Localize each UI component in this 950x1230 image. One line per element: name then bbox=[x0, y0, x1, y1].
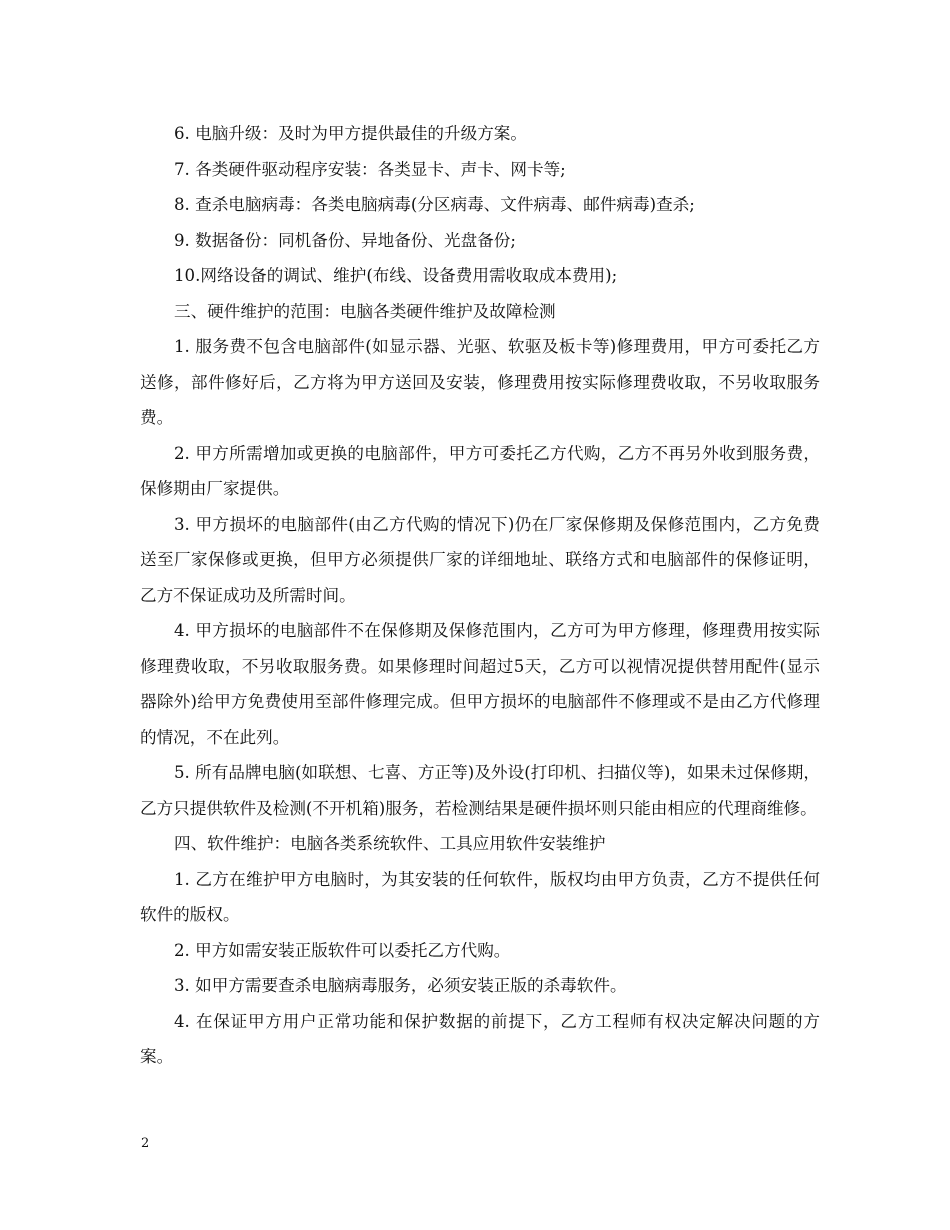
list-item: 9. 数据备份：同机备份、异地备份、光盘备份; bbox=[174, 230, 516, 250]
list-item: 7. 各类硬件驱动程序安装：各类显卡、声卡、网卡等; bbox=[174, 159, 566, 179]
section-heading-software: 四、软件维护：电脑各类系统软件、工具应用软件安装维护 bbox=[174, 834, 606, 853]
section-heading-hardware: 三、硬件维护的范围：电脑各类硬件维护及故障检测 bbox=[174, 301, 556, 321]
list-item: 3. 如甲方需要查杀电脑病毒服务，必须安装正版的杀毒软件。 bbox=[174, 976, 627, 995]
list-item: 2. 甲方如需安装正版软件可以委托乙方代购。 bbox=[174, 940, 511, 960]
list-item: 1. 服务费不包含电脑部件(如显示器、光驱、软驱及板卡等)修理费用，甲方可委托乙方送修，部件修好后，乙方将为甲方送回及安装，修理费用按实际修理费收取，不另收取服务费。 bbox=[140, 337, 820, 427]
list-item: 2. 甲方所需增加或更换的电脑部件，甲方可委托乙方代购，乙方不再另外收到服务费，保修期由厂家提供。 bbox=[140, 443, 820, 498]
list-item: 8. 查杀电脑病毒：各类电脑病毒(分区病毒、文件病毒、邮件病毒)查杀; bbox=[174, 195, 695, 214]
list-item: 5. 所有品牌电脑(如联想、七喜、方正等)及外设(打印机、扫描仪等)，如果未过保修期，乙方只提供软件及检测(不开机箱)服务，若检测结果是硬件损坏则只能由相应的代理商维修。 bbox=[140, 763, 820, 818]
list-item: 6. 电脑升级：及时为甲方提供最佳的升级方案。 bbox=[174, 124, 527, 143]
list-item: 1. 乙方在维护甲方电脑时，为其安装的任何软件，版权均由甲方负责，乙方不提供任何软件的版权。 bbox=[140, 869, 820, 924]
list-item: 4. 甲方损坏的电脑部件不在保修期及保修范围内，乙方可为甲方修理，修理费用按实际修理费收取，不另收取服务费。如果修理时间超过5天，乙方可以视情况提供替用配件(显示器除外)给甲方免费使用至部件修理完成。但甲方损坏的电脑部件不修理或不是由乙方代修理的情况，不在此列。 bbox=[140, 621, 820, 747]
list-item: 10.网络设备的调试、维护(布线、设备费用需收取成本费用); bbox=[174, 266, 618, 285]
page-number: 2 bbox=[141, 1136, 150, 1151]
list-item: 3. 甲方损坏的电脑部件(由乙方代购的情况下)仍在厂家保修期及保修范围内，乙方免费送至厂家保修或更换，但甲方必须提供厂家的详细地址、联络方式和电脑部件的保修证明，乙方不保证成功及所需时间。 bbox=[140, 514, 820, 605]
list-item: 4. 在保证甲方用户正常功能和保护数据的前提下，乙方工程师有权决定解决问题的方案。 bbox=[140, 1011, 820, 1066]
document-body bbox=[140, 116, 820, 1075]
